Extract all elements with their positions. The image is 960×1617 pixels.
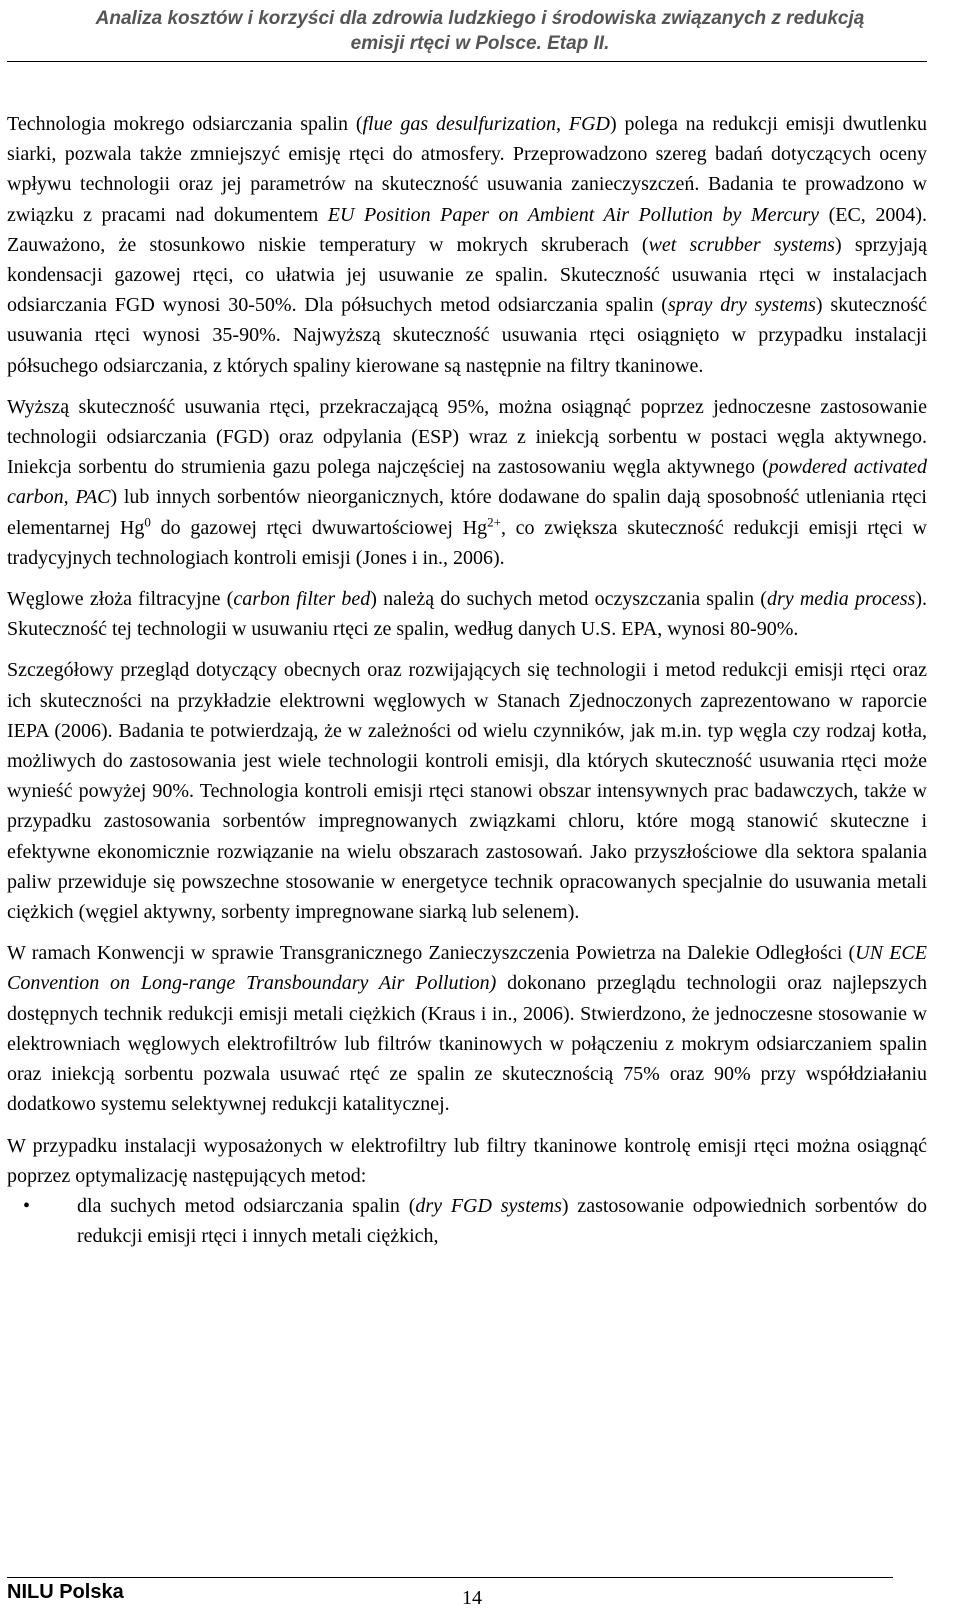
header-divider [7,61,927,62]
header-line-2: emisji rtęci w Polsce. Etap II. [350,33,610,54]
text-run: Technologia mokrego odsiarczania spalin ( [7,113,363,135]
list-item [7,1191,927,1251]
paragraph-iepa-review [7,655,927,927]
paragraph-methods-intro [7,1131,927,1191]
text-run: W przypadku instalacji wyposażonych w elektrofiltry lub filtry tkaninowe kontrolę emisji rtęci można osiągnąć poprzez optymalizację następujących metod: [7,1134,927,1187]
italic-term: powdered activated carbon, PAC [7,456,927,509]
paragraph-carbon-filter [7,584,927,644]
superscript: 0 [144,513,151,529]
methods-list [7,1191,927,1251]
italic-term: dry media process [766,588,916,611]
running-header [0,6,960,56]
italic-term: UN ECE Convention on Long-range Transboundary Air Pollution) [7,942,927,995]
italic-term: EU Position Paper on Ambient Air Pollution by Mercury [327,203,820,226]
text-run: do gazowej rtęci dwuwartościowej Hg [150,516,488,539]
italic-term: dry FGD systems [415,1194,562,1217]
text-run: dla suchych metod odsiarczania spalin ( [77,1194,416,1217]
text-run: ) zastosowanie odpowiednich sorbentów do redukcji emisji rtęci i innych metali ciężkich, [77,1194,928,1248]
footer-divider [7,1577,893,1578]
italic-term: flue gas desulfurization, FGD [362,113,610,135]
page-number: 14 [462,1587,482,1609]
footer-organization: NILU Polska [7,1581,124,1603]
italic-term: wet scrubber systems [648,233,835,256]
italic-term: carbon filter bed [233,588,371,611]
document-body [7,109,927,1251]
text-run: Szczegółowy przegląd dotyczący obecnych oraz rozwijających się technologii i metod redukcji emisji rtęci oraz ich skuteczności na przykładzie elektrowni węglowych w Stanach Zjednoczonych zaprezentowano w raporcie IEPA (2006). Badania te potwierdzają, że w zależności od wielu czynników, jak m.in. typ węgla czy rodzaj kotła, możliwych do zastosowania jest wiele technologii kontroli emisji, dla których skuteczność usuwania rtęci może wynieść powyżej 90%. Technologia kontroli emisji rtęci stanowi obszar intensywnych prac badawczych, także w przypadku zastosowania sorbentów impregnowanych związkami chloru, które mogą stanowić skuteczne i efektywne ekonomicznie rozwiązanie na wielu obszarach zastosowań. Jako przyszłościowe dla sektora spalania paliw przewiduje się powszechne stosowanie w energetyce technik opracowanych specjalnie do usuwania metali ciężkich (węgiel aktywny, sorbenty impregnowane siarką lub selenem). [7,659,927,924]
text-run: Wyższą skuteczność usuwania rtęci, przekraczającą 95%, można osiągnąć poprzez jednoczesne zastosowanie technologii odsiarczania (FGD) oraz odpylania (ESP) wraz z iniekcją sorbentu w postaci węgla aktywnego. Iniekcja sorbentu do strumienia gazu polega najczęściej na zastosowaniu węgla aktywnego ( [7,395,927,479]
text-run: ) lub innych sorbentów nieorganicznych, które dodawane do spalin dają sposobność utleniania rtęci elementarnej Hg [7,486,927,539]
text-run: W ramach Konwencji w sprawie Transgranicznego Zanieczyszczenia Powietrza na Dalekie Odległości ( [7,942,856,965]
paragraph-sorbent-injection [7,392,927,573]
text-run: (EC, 2004). Zauważono, że stosunkowo niskie temperatury w mokrych skruberach ( [7,203,927,256]
superscript: 2+ [487,513,501,529]
text-run: ). Skuteczność tej technologii w usuwaniu rtęci ze spalin, według danych U.S. EPA, wynosi 80-90%. [7,588,927,641]
text-run: ) skuteczność usuwania rtęci wynosi 35-90%. Najwyższą skuteczność usuwania rtęci osiągnięto w przypadku instalacji półsuchego odsiarczania, z których spaliny kierowane są następnie na filtry tkaninowe. [7,294,927,377]
paragraph-fgd [7,109,927,381]
text-run: ) należą do suchych metod oczyszczania spalin ( [370,588,767,611]
text-run: ) sprzyjają kondensacji gazowej rtęci, co ułatwia jej usuwanie ze spalin. Skuteczność usuwania rtęci w instalacjach odsiarczania FGD wynosi 30-50%. Dla półsuchych metod odsiarczania spalin ( [7,233,928,317]
header-line-1: Analiza kosztów i korzyści dla zdrowia ludzkiego i środowiska związanych z redukcją [95,8,865,29]
text-run: dokonano przeglądu technologii oraz najlepszych dostępnych technik redukcji emisji metali ciężkich (Kraus i in., 2006). Stwierdzono, że jednoczesne stosowanie w elektrowniach węglowych elektrofiltrów lub filtrów tkaninowych w połączeniu z mokrym odsiarczaniem spalin oraz iniekcją sorbentu pozwala usuwać rtęć ze spalin ze skutecznością 75% oraz 90% przy współdziałaniu dodatkowo systemu selektywnej redukcji katalitycznej. [7,972,927,1116]
paragraph-un-ece [7,938,927,1119]
bullet-marker: • [23,1194,31,1217]
text-run: Węglowe złoża filtracyjne ( [7,588,234,611]
text-run: ) polega na redukcji emisji dwutlenku siarki, pozwala także zmniejszyć emisję rtęci do atmosfery. Przeprowadzono szereg badań dotyczących oceny wpływu technologii oraz jej parametrów na skuteczność usuwania zanieczyszczeń. Badania te prowadzono w związku z pracami nad dokumentem [7,113,927,226]
italic-term: spray dry systems [667,294,816,317]
text-run: , co zwiększa skuteczność redukcji emisji rtęci w tradycyjnych technologiach kontroli emisji (Jones i in., 2006). [7,516,928,569]
